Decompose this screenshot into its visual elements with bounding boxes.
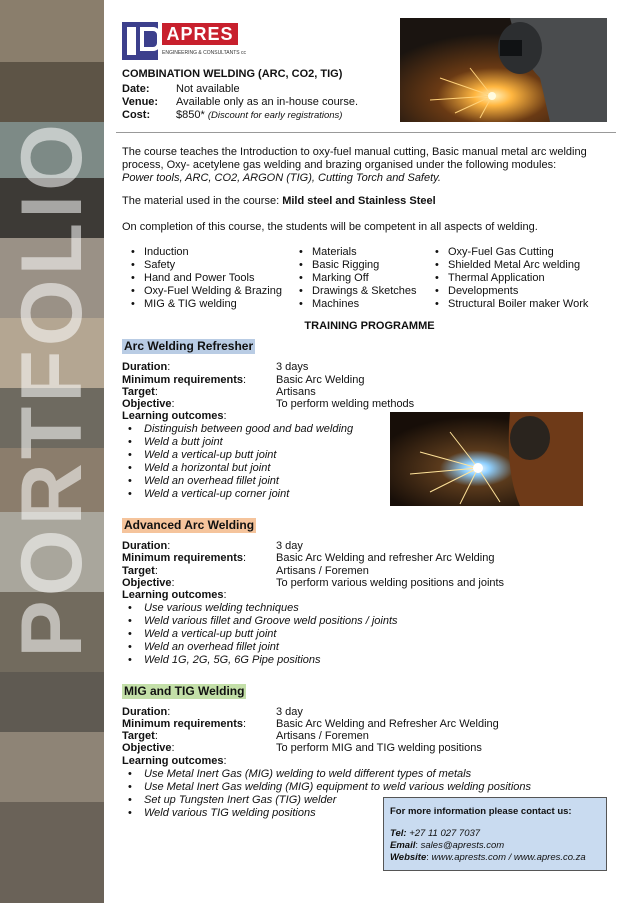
- duration-row: Duration: 3 day: [122, 706, 303, 718]
- list-item: • Hand and Power Tools: [126, 272, 282, 285]
- contact-heading: For more information please contact us:: [390, 806, 572, 817]
- venue-row: Venue: Available only as an in-house course.: [122, 96, 359, 108]
- welder-photo: [400, 18, 607, 122]
- section-title-advanced-arc: Advanced Arc Welding: [124, 518, 255, 532]
- photo-meeting-room: [0, 0, 104, 62]
- list-item: • Structural Boiler maker Work: [430, 298, 588, 311]
- contact-website: Website: www.aprests.com / www.apres.co.za: [390, 852, 586, 863]
- outcomes-label: Learning outcomes:: [122, 410, 227, 422]
- objective-row: Objective: To perform various welding positions and joints: [122, 577, 505, 589]
- list-item: • Weld a butt joint: [126, 436, 353, 449]
- list-item: • Safety: [126, 259, 282, 272]
- list-item: • Oxy-Fuel Gas Cutting: [430, 246, 588, 259]
- list-item: • Drawings & Sketches: [294, 285, 417, 298]
- list-item: • Weld a vertical-up butt joint: [126, 449, 353, 462]
- minreq-row: Minimum requirements: Basic Arc Welding and Refresher Arc Welding: [122, 718, 499, 730]
- objective-row: Objective: To perform welding methods: [122, 398, 415, 410]
- photo-strip: [0, 0, 104, 903]
- list-item: • Weld a horizontal but joint: [126, 462, 353, 475]
- list-item: • Shielded Metal Arc welding: [430, 259, 588, 272]
- outcomes-label: Learning outcomes:: [122, 589, 227, 601]
- contact-box: [383, 797, 607, 871]
- list-item: • Oxy-Fuel Welding & Brazing: [126, 285, 282, 298]
- modules-column-3: [430, 246, 588, 311]
- minreq-row: Minimum requirements: Basic Arc Welding and refresher Arc Welding: [122, 552, 495, 564]
- list-item: • Marking Off: [294, 272, 417, 285]
- header-divider: [116, 132, 616, 133]
- section-title-mig-tig: MIG and TIG Welding: [124, 684, 245, 698]
- list-item: • Set up Tungsten Inert Gas (TIG) welder: [126, 794, 531, 807]
- duration-row: Duration: 3 days: [122, 361, 309, 373]
- list-item: • Distinguish between good and bad welding: [126, 423, 353, 436]
- duration-row: Duration: 3 day: [122, 540, 303, 552]
- objective-row: Objective: To perform MIG and TIG welding positions: [122, 742, 482, 754]
- intro-paragraph: The course teaches the Introduction to oxy-fuel manual cutting, Basic manual metal arc welding process, Oxy- acetylene gas welding and brazing organised under the following modules: Power tools, ARC, CO2, ARGON (TIG), Cutting Torch and Safety.: [122, 146, 587, 184]
- target-row: Target: Artisans / Foremen: [122, 565, 369, 577]
- list-item: • Use various welding techniques: [126, 602, 398, 615]
- list-item: • Machines: [294, 298, 417, 311]
- photo-class-group: [0, 62, 104, 122]
- list-item: • Basic Rigging: [294, 259, 417, 272]
- list-item: • Materials: [294, 246, 417, 259]
- outcomes-list: [126, 423, 353, 501]
- minreq-row: Minimum requirements: Basic Arc Welding: [122, 374, 365, 386]
- modules-column-2: [294, 246, 417, 311]
- modules-column-1: [126, 246, 282, 311]
- list-item: • Use Metal Inert Gas (MIG) welding to weld different types of metals: [126, 768, 531, 781]
- logo-name: APRES: [162, 23, 238, 45]
- list-item: • MIG & TIG welding: [126, 298, 282, 311]
- programme-heading: TRAINING PROGRAMME: [304, 320, 435, 332]
- contact-tel: Tel: +27 11 027 7037: [390, 828, 481, 839]
- outcomes-label: Learning outcomes:: [122, 755, 227, 767]
- material-paragraph: The material used in the course: Mild steel and Stainless Steel: [122, 195, 436, 207]
- target-row: Target: Artisans / Foremen: [122, 730, 369, 742]
- list-item: • Weld a vertical-up corner joint: [126, 488, 353, 501]
- company-logo: [122, 22, 252, 62]
- list-item: • Induction: [126, 246, 282, 259]
- portfolio-watermark: PORTFOLIO: [4, 120, 100, 658]
- list-item: • Weld an overhead fillet joint: [126, 641, 398, 654]
- course-title: COMBINATION WELDING (ARC, CO2, TIG): [122, 68, 343, 80]
- target-row: Target: Artisans: [122, 386, 316, 398]
- completion-paragraph: On completion of this course, the students will be competent in all aspects of welding.: [122, 221, 538, 233]
- list-item: • Weld 1G, 2G, 5G, 6G Pipe positions: [126, 654, 398, 667]
- list-item: • Use Metal Inert Gas welding (MIG) equipment to weld various welding positions: [126, 781, 531, 794]
- list-item: • Weld a vertical-up butt joint: [126, 628, 398, 641]
- contact-email: Email: sales@aprests.com: [390, 840, 505, 851]
- list-item: • Developments: [430, 285, 588, 298]
- cost-row: Cost: $850* (Discount for early registrations): [122, 109, 343, 121]
- list-item: • Weld an overhead fillet joint: [126, 475, 353, 488]
- outcomes-list: [126, 602, 398, 667]
- list-item: • Weld various fillet and Groove weld positions / joints: [126, 615, 398, 628]
- date-row: Date: Not available: [122, 83, 240, 95]
- logo-tagline: ENGINEERING & CONSULTANTS cc: [162, 50, 246, 56]
- logo-mark-icon: [122, 22, 158, 60]
- list-item: • Thermal Application: [430, 272, 588, 285]
- list-item: • Weld various TIG welding positions: [126, 807, 531, 820]
- section-title-arc-refresher: Arc Welding Refresher: [124, 339, 254, 353]
- welding-sparks-photo: [390, 412, 583, 506]
